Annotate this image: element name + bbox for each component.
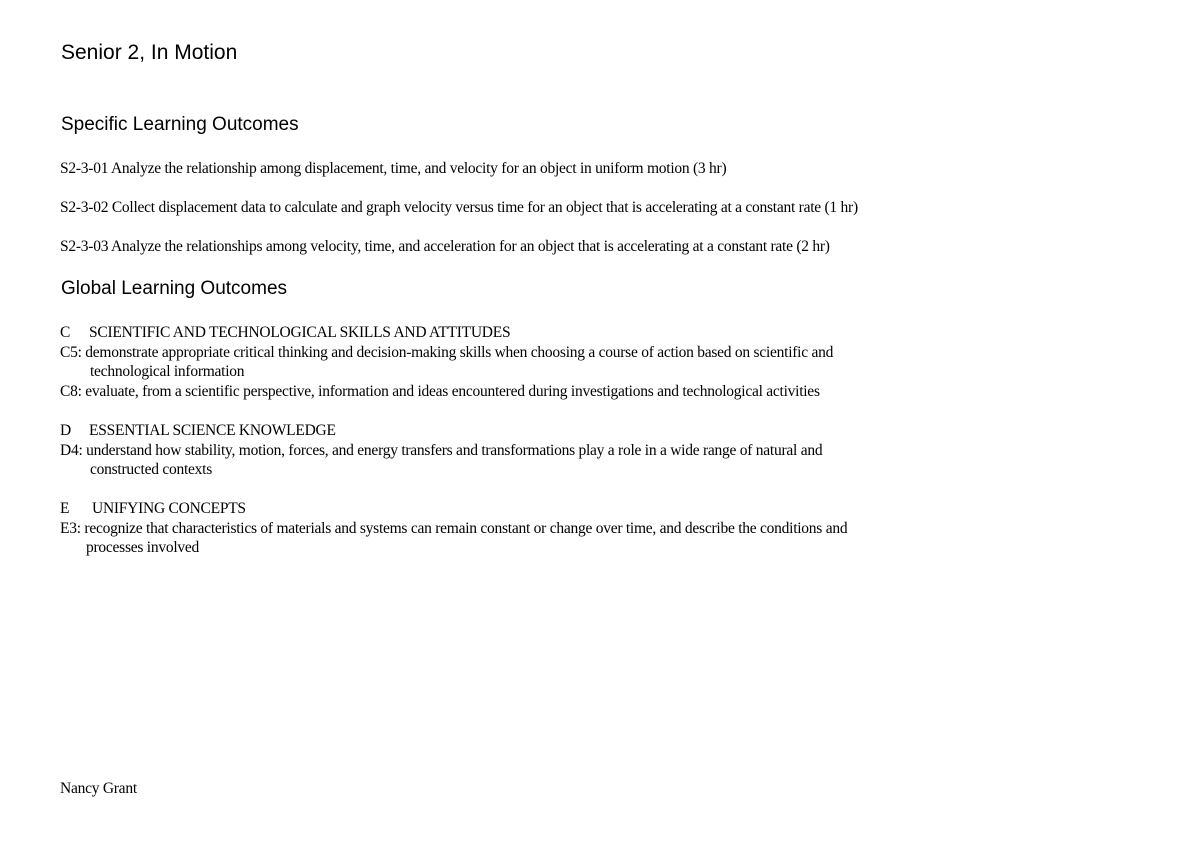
global-outcome-group-c bbox=[60, 323, 833, 401]
specific-outcome-item: S2-3-01 Analyze the relationship among displacement, time, and velocity for an object in uniform motion (3 hr) bbox=[60, 160, 727, 177]
outcome-continuation: constructed contexts bbox=[90, 461, 212, 478]
group-letter: C bbox=[60, 324, 71, 341]
outcome-code: E3: bbox=[60, 519, 81, 537]
specific-outcome-item: S2-3-03 Analyze the relationships among velocity, time, and acceleration for an object that is accelerating at a constant rate (2 hr) bbox=[60, 238, 830, 255]
outcome-code: C5: bbox=[60, 343, 82, 361]
outcome-text: recognize that characteristics of materials and systems can remain constant or change over time, and describe the conditions and bbox=[84, 519, 848, 537]
group-header bbox=[60, 499, 847, 519]
outcome-text: evaluate, from a scientific perspective, information and ideas encountered during investigations and technological activities bbox=[85, 382, 820, 400]
outcome-continuation: processes involved bbox=[86, 539, 200, 556]
outcome-text: demonstrate appropriate critical thinking and decision-making skills when choosing a course of action based on scientific and bbox=[85, 343, 834, 361]
outcome-line bbox=[60, 519, 847, 539]
footer-author: Nancy Grant bbox=[60, 780, 137, 797]
group-name: SCIENTIFIC AND TECHNOLOGICAL SKILLS AND ATTITUDES bbox=[89, 324, 511, 341]
group-letter: D bbox=[60, 422, 71, 439]
outcome-line bbox=[60, 441, 822, 461]
outcome-line bbox=[60, 343, 833, 363]
specific-outcomes-heading: Specific Learning Outcomes bbox=[61, 114, 299, 135]
group-letter: E bbox=[60, 500, 70, 517]
outcome-code: D4: bbox=[60, 441, 83, 459]
page-title: Senior 2, In Motion bbox=[61, 41, 238, 64]
global-outcomes-heading: Global Learning Outcomes bbox=[61, 278, 288, 299]
outcome-text: understand how stability, motion, forces, and energy transfers and transformations play a role in a wide range of natural and bbox=[86, 441, 823, 459]
global-outcome-group-e bbox=[60, 499, 847, 558]
outcome-line bbox=[60, 382, 833, 402]
outcome-continuation: technological information bbox=[90, 363, 245, 380]
group-name: UNIFYING CONCEPTS bbox=[92, 500, 246, 517]
group-header bbox=[60, 323, 833, 343]
specific-outcome-item: S2-3-02 Collect displacement data to calculate and graph velocity versus time for an object that is accelerating at a constant rate (1 hr) bbox=[60, 199, 858, 216]
group-name: ESSENTIAL SCIENCE KNOWLEDGE bbox=[89, 422, 336, 439]
outcome-code: C8: bbox=[60, 382, 82, 400]
global-outcome-group-d bbox=[60, 421, 822, 480]
group-header bbox=[60, 421, 822, 441]
